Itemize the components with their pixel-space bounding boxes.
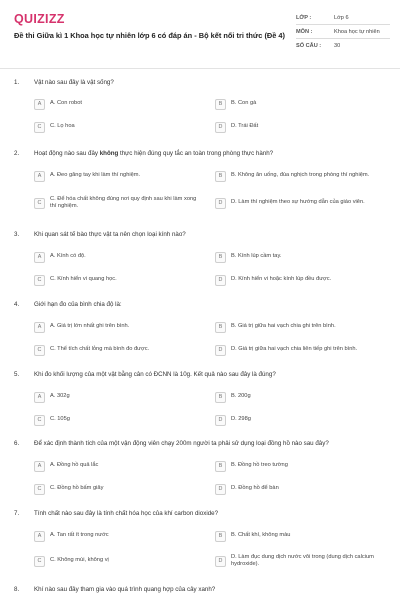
option-letter-badge: C bbox=[34, 484, 45, 495]
option-c[interactable] bbox=[34, 554, 199, 568]
option-c[interactable] bbox=[34, 482, 199, 496]
option-letter-badge: B bbox=[215, 99, 226, 110]
option-text: A. Con robot bbox=[50, 100, 82, 107]
option-letter-badge: A bbox=[34, 392, 45, 403]
question-number: 2. bbox=[14, 150, 20, 157]
option-letter-badge: D bbox=[215, 484, 226, 495]
option-letter-badge: C bbox=[34, 556, 45, 567]
option-text: C. Đồng hồ bấm giây bbox=[50, 485, 104, 492]
option-c[interactable] bbox=[34, 273, 199, 287]
option-text: B. Giá trị giữa hai vạch chia ghi trên bình. bbox=[231, 323, 336, 330]
option-letter-badge: B bbox=[215, 322, 226, 333]
option-letter-badge: B bbox=[215, 392, 226, 403]
question-number: 8. bbox=[14, 586, 20, 593]
option-text: C. Không mùi, không vị bbox=[50, 557, 109, 564]
option-letter-badge: C bbox=[34, 275, 45, 286]
option-d[interactable] bbox=[215, 413, 390, 427]
question-number: 7. bbox=[14, 510, 20, 517]
option-d[interactable] bbox=[215, 343, 390, 357]
meta-value: Khoa học tự nhiên bbox=[334, 28, 380, 35]
option-a[interactable] bbox=[34, 390, 199, 404]
option-c[interactable] bbox=[34, 120, 199, 134]
option-a[interactable] bbox=[34, 166, 199, 186]
option-b[interactable] bbox=[215, 320, 390, 334]
option-letter-badge: B bbox=[215, 252, 226, 263]
option-letter-badge: A bbox=[34, 99, 45, 110]
option-text: B. Kính lúp cầm tay. bbox=[231, 253, 282, 260]
option-text: C. Kính hiển vi quang học. bbox=[50, 276, 117, 283]
question-number: 5. bbox=[14, 371, 20, 378]
option-d[interactable] bbox=[215, 551, 390, 571]
option-letter-badge: C bbox=[34, 345, 45, 356]
option-letter-badge: D bbox=[215, 556, 226, 567]
option-text: B. Không ăn uống, đùa nghịch trong phòng thí nghiệm. bbox=[231, 172, 370, 179]
option-letter-badge: A bbox=[34, 461, 45, 472]
page-title: Đề thi Giữa kì 1 Khoa học tự nhiên lớp 6 có đáp án - Bộ kết nối tri thức (Đề 4) bbox=[14, 31, 285, 40]
option-c[interactable] bbox=[34, 193, 199, 213]
meta-value: Lớp 6 bbox=[334, 14, 349, 21]
question-number: 1. bbox=[14, 79, 20, 86]
option-letter-badge: A bbox=[34, 531, 45, 542]
option-b[interactable] bbox=[215, 459, 390, 473]
meta-label: MÔN : bbox=[296, 28, 313, 35]
option-text: D. Trái Đất bbox=[231, 123, 259, 130]
option-text: A. Kính có độ. bbox=[50, 253, 86, 260]
option-text: D. Làm thí nghiệm theo sự hướng dẫn của giáo viên. bbox=[231, 199, 365, 206]
option-text: A. Đeo găng tay khi làm thí nghiệm. bbox=[50, 172, 141, 179]
question-text: Khi đo khối lượng của một vật bằng cân có ĐCNN là 10g. Kết quả nào sau đây là đúng? bbox=[34, 371, 276, 378]
option-a[interactable] bbox=[34, 250, 199, 264]
option-b[interactable] bbox=[215, 166, 390, 186]
question-number: 3. bbox=[14, 231, 20, 238]
question-text: Để xác định thành tích của một vận động viên chạy 200m người ta phải sử dụng loại đồng hồ nào sau đây? bbox=[34, 440, 329, 447]
option-c[interactable] bbox=[34, 343, 199, 357]
option-b[interactable] bbox=[215, 529, 390, 543]
option-letter-badge: C bbox=[34, 415, 45, 426]
option-text: B. Con gà bbox=[231, 100, 257, 107]
option-text: A. Giá trị lớn nhất ghi trên bình. bbox=[50, 323, 130, 330]
option-text: C. Để hóa chất không đúng nơi quy định sau khi làm xong thí nghiệm. bbox=[50, 195, 197, 209]
option-c[interactable] bbox=[34, 413, 199, 427]
option-letter-badge: B bbox=[215, 461, 226, 472]
option-letter-badge: C bbox=[34, 122, 45, 133]
meta-table bbox=[296, 11, 390, 53]
option-text: C. 105g bbox=[50, 416, 70, 423]
option-text: D. Kính hiển vi hoặc kính lúp đều được. bbox=[231, 276, 332, 283]
option-a[interactable] bbox=[34, 97, 199, 111]
meta-label: LỚP : bbox=[296, 14, 312, 21]
meta-row-subject bbox=[296, 25, 390, 39]
option-text: D. Làm đục dung dịch nước vôi trong (dung dịch calcium hydroxide). bbox=[231, 553, 374, 567]
option-text: D. 298g bbox=[231, 416, 251, 423]
option-text: B. 200g bbox=[231, 393, 251, 400]
option-d[interactable] bbox=[215, 120, 390, 134]
question-number: 6. bbox=[14, 440, 20, 447]
option-letter-badge: D bbox=[215, 345, 226, 356]
header-divider bbox=[0, 68, 400, 69]
option-a[interactable] bbox=[34, 529, 199, 543]
meta-value: 30 bbox=[334, 43, 341, 49]
option-a[interactable] bbox=[34, 459, 199, 473]
option-letter-badge: D bbox=[215, 122, 226, 133]
option-text: A. Tan rất ít trong nước bbox=[50, 532, 109, 539]
question-text: Vật nào sau đây là vật sống? bbox=[34, 79, 114, 86]
page-header bbox=[0, 0, 400, 70]
option-text: C. Lọ hoa bbox=[50, 123, 75, 130]
question-number: 4. bbox=[14, 301, 20, 308]
question-text: Giới hạn đo của bình chia độ là: bbox=[34, 301, 122, 308]
option-letter-badge: A bbox=[34, 171, 45, 182]
option-letter-badge: A bbox=[34, 252, 45, 263]
meta-row-grade bbox=[296, 11, 390, 25]
option-b[interactable] bbox=[215, 390, 390, 404]
option-d[interactable] bbox=[215, 273, 390, 287]
question-text: Khí nào sau đây tham gia vào quá trình quang hợp của cây xanh? bbox=[34, 586, 216, 593]
option-text: A. 302g bbox=[50, 393, 70, 400]
meta-row-question-count bbox=[296, 39, 390, 53]
option-letter-badge: D bbox=[215, 198, 226, 209]
option-letter-badge: A bbox=[34, 322, 45, 333]
question-text: Tính chất nào sau đây là tính chất hóa học của khí carbon dioxide? bbox=[34, 510, 219, 517]
option-letter-badge: B bbox=[215, 171, 226, 182]
option-letter-badge: D bbox=[215, 275, 226, 286]
question-text: Khi quan sát tế bào thực vật ta nên chọn loại kính nào? bbox=[34, 231, 186, 238]
option-text: C. Thể tích chất lỏng mà bình đo được. bbox=[50, 346, 150, 353]
option-letter-badge: C bbox=[34, 198, 45, 209]
option-text: D. Giá trị giữa hai vạch chia liên tiếp ghi trên bình. bbox=[231, 346, 358, 353]
meta-label: SỐ CÂU : bbox=[296, 43, 322, 49]
option-text: A. Đồng hồ quả lắc bbox=[50, 462, 99, 469]
option-text: B. Đồng hồ treo tường bbox=[231, 462, 288, 469]
option-a[interactable] bbox=[34, 320, 199, 334]
option-letter-badge: D bbox=[215, 415, 226, 426]
option-b[interactable] bbox=[215, 250, 390, 264]
option-d[interactable] bbox=[215, 193, 390, 213]
question-text: Hoạt động nào sau đây không thực hiện đúng quy tắc an toàn trong phòng thực hành? bbox=[34, 150, 274, 157]
option-d[interactable] bbox=[215, 482, 390, 496]
option-text: B. Chất khí, không màu bbox=[231, 532, 291, 539]
option-text: D. Đồng hồ để bàn bbox=[231, 485, 279, 492]
quizizz-logo: QUIZIZZ bbox=[14, 12, 65, 26]
option-letter-badge: B bbox=[215, 531, 226, 542]
option-b[interactable] bbox=[215, 97, 390, 111]
